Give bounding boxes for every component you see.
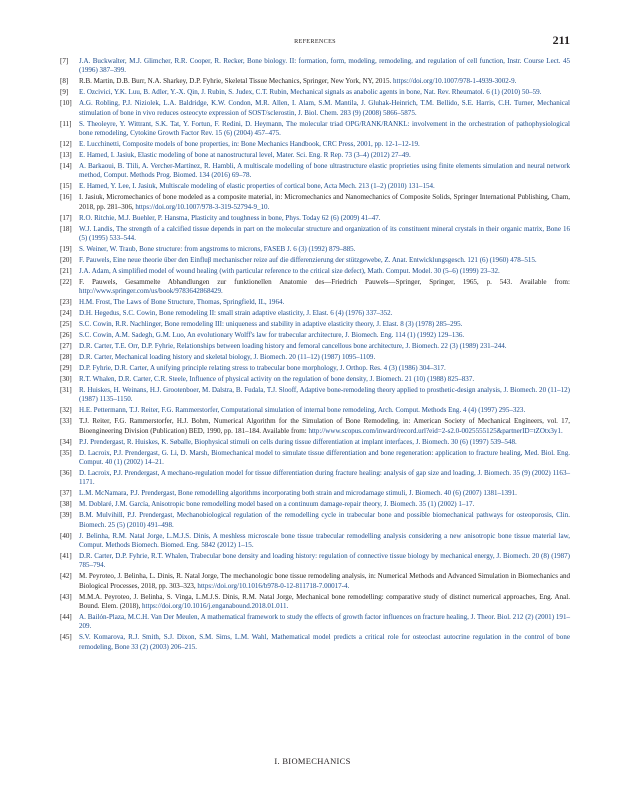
- reference-number: [26]: [60, 331, 72, 340]
- reference-text: A. Bailón-Plaza, M.C.H. Van Der Meulen, A mathematical framework to study the effects of growth factor influences on fracture healing, J. Theor. Biol. 212 (2) (2001) 191–209.: [79, 612, 570, 631]
- reference-item: [60, 162, 570, 181]
- reference-number: [16]: [60, 193, 72, 202]
- reference-text: P.J. Prendergast, R. Huiskes, K. Søballe, Biophysical stimuli on cells during tissue differentiation at implant interfaces, J. Biomech. 30 (6) (1997) 539–548.: [79, 437, 517, 446]
- reference-number: [28]: [60, 353, 72, 362]
- reference-number: [8]: [60, 77, 69, 86]
- reference-item: [60, 386, 570, 405]
- reference-number: [44]: [60, 612, 72, 621]
- reference-item: [60, 245, 570, 254]
- reference-number: [18]: [60, 224, 72, 233]
- reference-item: [60, 267, 570, 276]
- reference-item: [60, 364, 570, 373]
- reference-item: [60, 593, 570, 612]
- reference-item: [60, 99, 570, 118]
- reference-number: [7]: [60, 57, 69, 65]
- reference-text: M. Peyroteo, J. Belinha, L. Dinis, R. Natal Jorge, The mechanologic bone tissue remodeling analysis, in: Numerical Methods and Advanced Simulation in Biomechanics and Biological Processes, 2018, pp. 303–323,: [79, 572, 570, 590]
- reference-item: [60, 406, 570, 415]
- reference-text: E. Hamed, I. Jasiuk, Elastic modeling of bone at nanostructural level, Mater. Sci. Eng. R Rep. 73 (3–4) (2012) 27–49.: [79, 150, 411, 159]
- reference-item: [60, 278, 570, 297]
- reference-number: [19]: [60, 244, 72, 253]
- reference-number: [9]: [60, 88, 69, 97]
- reference-item: [60, 489, 570, 498]
- reference-link[interactable]: https://doi.org/10.1016/b978-0-12-811718-7.00017-4.: [197, 581, 350, 590]
- reference-text: D.R. Carter, Mechanical loading history and skeletal biology, J. Biomech. 20 (11–12) (1987) 1095–1109.: [79, 353, 376, 362]
- reference-item: [60, 375, 570, 384]
- reference-item: [60, 331, 570, 340]
- footer-part-title: I. BIOMECHANICS: [274, 756, 351, 766]
- reference-number: [13]: [60, 150, 72, 159]
- reference-text: D. Lacroix, P.J. Prendergast, G. Li, D. Marsh, Biomechanical model to simulate tissue differentiation and bone regeneration: application to fracture healing, Med. Biol. Eng. Comput. 40 (1) (2002) 14–21.: [79, 448, 570, 466]
- reference-number: [33]: [60, 417, 72, 426]
- reference-text: T.J. Reiter, F.G. Rammerstorfer, H.J. Bohm, Numerical Algorithm for the Simulation of Bone Remodeling, in: American Society of Mechanical Engineers, vol. 17, Bioengineering Division (Publication) BED, 1990, pp. 181–184. Available from:: [79, 417, 570, 435]
- reference-number: [15]: [60, 182, 72, 191]
- reference-text: S.V. Komarova, R.J. Smith, S.J. Dixon, S.M. Sims, L.M. Wahl, Mathematical model predicts a critical role for osteoclast autocrine regulation in the control of bone remodeling, Bone 33 (2) (2003) 206–215.: [79, 633, 570, 651]
- reference-text: J.A. Buckwalter, M.J. Glimcher, R.R. Cooper, R. Recker, Bone biology. II: formation, form, modeling, remodeling, and regulation of cell function, Instr. Course Lect. 45 (1996) 387–399.: [79, 57, 570, 75]
- reference-text: A.G. Robling, P.J. Niziolek, L.A. Baldridge, K.W. Condon, M.R. Allen, I. Alam, S.M. Mantila, J. Gluhak-Heinrich, T.M. Bellido, S.E. Harris, C.H. Turner, Mechanical stimulation of bone in vivo reduces osteocyte expression of SOST/sclerostin, J. Biol. Chem. 283 (9) (2008) 5866–5875.: [79, 99, 570, 117]
- reference-item: [60, 613, 570, 632]
- reference-text: M.M.A. Peyroteo, J. Belinha, S. Vinga, L.M.J.S. Dinis, R.M. Natal Jorge, Mechanical bone remodelling: comparative study of distinct numerical approaches, Eng. Anal. Bound. Elem. (2018),: [79, 592, 570, 610]
- reference-text: E. Lucchinetti, Composite models of bone properties, in: Bone Mechanics Handbook, CRC Press, 2001, pp. 12-1–12-19.: [79, 139, 420, 148]
- reference-number: [34]: [60, 437, 72, 446]
- reference-text: W.J. Landis, The strength of a calcified tissue depends in part on the molecular structure and organization of its constituent mineral crystals in their organic matrix, Bone 16 (5) (1995) 533–544.: [79, 224, 570, 242]
- reference-number: [14]: [60, 161, 72, 170]
- page-header: [60, 33, 570, 49]
- reference-item: [60, 353, 570, 362]
- reference-item: [60, 225, 570, 244]
- reference-text: M. Doblaré, J.M. García, Anisotropic bone remodelling model based on a continuum damage-repair theory, J. Biomech. 35 (1) (2002) 1–17.: [79, 500, 475, 509]
- reference-number: [45]: [60, 633, 72, 642]
- reference-number: [11]: [60, 119, 72, 128]
- page-number: 211: [552, 33, 570, 47]
- reference-text: R.B. Martin, D.B. Burr, N.A. Sharkey, D.P. Fyhrie, Skeletal Tissue Mechanics, Springer, New York, NY, 2015.: [79, 77, 393, 86]
- reference-item: [60, 320, 570, 329]
- reference-link[interactable]: https://doi.org/10.1007/978-1-4939-3002-9.: [393, 77, 517, 86]
- reference-item: [60, 77, 570, 86]
- reference-text: D.H. Hegedus, S.C. Cowin, Bone remodeling II: small strain adaptive elasticity, J. Elast. 6 (4) (1976) 337–352.: [79, 309, 393, 318]
- reference-link[interactable]: https://doi.org/10.1016/j.enganabound.2018.01.011.: [142, 601, 289, 610]
- reference-text: H.M. Frost, The Laws of Bone Structure, Thomas, Springfield, IL, 1964.: [79, 298, 285, 307]
- reference-number: [38]: [60, 500, 72, 509]
- reference-text: L.M. McNamara, P.J. Prendergast, Bone remodelling algorithms incorporating both strain and microdamage stimuli, J. Biomech. 40 (6) (2007) 1381–1391.: [79, 489, 517, 498]
- reference-number: [30]: [60, 375, 72, 384]
- reference-item: [60, 532, 570, 551]
- reference-number: [24]: [60, 309, 72, 318]
- reference-number: [20]: [60, 255, 72, 264]
- reference-item: [60, 449, 570, 468]
- reference-number: [40]: [60, 531, 72, 540]
- reference-text: R.O. Ritchie, M.J. Buehler, P. Hansma, Plasticity and toughness in bone, Phys. Today 62 (6) (2009) 41–47.: [79, 213, 381, 222]
- reference-item: [60, 120, 570, 139]
- reference-item: [60, 633, 570, 652]
- reference-text: B.M. Mulvihill, P.J. Prendergast, Mechanobiological regulation of the remodelling cycle in trabecular bone and possible biomechanical pathways for osteoporosis, Clin. Biomech. 25 (5) (2010) 491–498.: [79, 511, 570, 529]
- reference-item: [60, 256, 570, 265]
- reference-item: [60, 151, 570, 160]
- reference-item: [60, 511, 570, 530]
- reference-number: [37]: [60, 489, 72, 498]
- reference-text: I. Jasiuk, Micromechanics of bone modeled as a composite material, in: Micromechanics and Nanomechanics of Composite Solids, Springer International Publishing, Cham, 2018, pp. 281–306,: [79, 193, 570, 211]
- reference-item: [60, 309, 570, 318]
- reference-item: [60, 88, 570, 97]
- reference-text: D.R. Carter, T.E. Orr, D.P. Fyhrie, Relationships between loading history and femoral cancellous bone architecture, J. Biomech. 22 (3) (1989) 231–244.: [79, 342, 507, 351]
- reference-text: D.P. Fyhrie, D.R. Carter, A unifying principle relating stress to trabecular bone morphology, J. Orthop. Res. 4 (3) (1986) 304–317.: [79, 364, 446, 373]
- reference-text: A. Barkaoui, B. Tlili, A. Vercher-Martínez, R. Hambli, A multiscale modelling of bone ultrastructure elastic proprieties using finite elements simulation and neural network method, Comput. Methods Prog. Biomed. 134 (2016) 69–78.: [79, 161, 570, 180]
- section-title: REFERENCES: [294, 38, 336, 45]
- reference-item: [60, 140, 570, 149]
- reference-text: S.C. Cowin, A.M. Sadegh, G.M. Luo, An evolutionary Wolff's law for trabecular architecture, J. Biomech. Eng. 114 (1) (1992) 129–136.: [79, 331, 465, 340]
- reference-number: [32]: [60, 406, 72, 415]
- reference-text: J.A. Adam, A simplified model of wound healing (with particular reference to the critical size defect), Math. Comput. Model. 30 (5–6) (1999) 23–32.: [79, 266, 500, 275]
- reference-text: E. Hamed, Y. Lee, I. Jasiuk, Multiscale modeling of elastic properties of cortical bone, Acta Mech. 213 (1–2) (2010) 131–154.: [79, 182, 435, 191]
- reference-text: S.C. Cowin, R.R. Nachlinger, Bone remodeling III: uniqueness and stability in adaptive elasticity theory, J. Elast. 8 (3) (1978) 285–295.: [79, 320, 463, 329]
- reference-item: [60, 193, 570, 212]
- reference-item: [60, 214, 570, 223]
- reference-number: [12]: [60, 139, 72, 148]
- reference-number: [10]: [60, 99, 72, 108]
- reference-item: [60, 342, 570, 351]
- reference-number: [22]: [60, 277, 72, 286]
- reference-text: D. Lacroix, P.J. Prendergast, A mechano-regulation model for tissue differentiation during fracture healing: analysis of gap size and loading, J. Biomech. 35 (9) (2002) 1163–1171.: [79, 468, 570, 487]
- reference-number: [35]: [60, 448, 72, 457]
- reference-text: H.E. Pettermann, T.J. Reiter, F.G. Rammerstorfer, Computational simulation of internal bone remodeling, Arch. Comput. Methods Eng. 4 (4) (1997) 295–323.: [79, 406, 526, 415]
- reference-item: [60, 438, 570, 447]
- reference-number: [27]: [60, 342, 72, 351]
- reference-item: [60, 552, 570, 571]
- reference-text: D.R. Carter, D.P. Fyhrie, R.T. Whalen, Trabecular bone density and loading history: regulation of connective tissue biology by mechanical energy, J. Biomech. 20 (8) (1987) 785–794.: [79, 551, 570, 570]
- reference-number: [29]: [60, 364, 72, 373]
- reference-item: [60, 572, 570, 591]
- reference-number: [25]: [60, 320, 72, 329]
- reference-link[interactable]: https://doi.org/10.1007/978-3-319-52794-9_10.: [135, 202, 270, 211]
- reference-item: [60, 298, 570, 307]
- reference-text: E. Ozcivici, Y.K. Luu, B. Adler, Y.-X. Qin, J. Rubin, S. Judex, C.T. Rubin, Mechanical signals as anabolic agents in bone, Nat. Rev. Rheumatol. 6 (1) (2010) 50–59.: [79, 88, 542, 97]
- reference-text: J. Belinha, R.M. Natal Jorge, L.M.J.S. Dinis, A meshless microscale bone tissue trabecular remodelling analysis considering a new anisotropic bone tissue material law, Comput. Methods Biomech. Biomed. Eng. 5842 (2012) 1–15.: [79, 531, 570, 549]
- reference-number: [43]: [60, 592, 72, 601]
- reference-number: [39]: [60, 511, 72, 520]
- reference-number: [36]: [60, 468, 72, 477]
- reference-text: S. Weiner, W. Traub, Bone structure: from angstroms to microns, FASEB J. 6 (3) (1992) 879–885.: [79, 244, 356, 253]
- reference-text: R. Huiskes, H. Weinans, H.J. Grootenboer, M. Dalstra, B. Fudala, T.J. Slooff, Adaptive bone-remodeling theory applied to prosthetic-design analysis, J. Biomech. 20 (11–12) (1987) 1135–1150.: [79, 386, 570, 404]
- reference-item: [60, 417, 570, 436]
- reference-list: [60, 57, 570, 654]
- reference-item: [60, 469, 570, 488]
- reference-item: [60, 500, 570, 509]
- reference-number: [21]: [60, 266, 72, 275]
- reference-number: [17]: [60, 213, 72, 222]
- reference-link[interactable]: http://www.springer.com/us/book/9783642868429.: [79, 287, 223, 296]
- reference-text: F. Pauwels, Gesammelte Abhandlungen zur funktionellen Anatomie des—Friedrich Pauwels—Springer, Springer, 1965, p. 543. Available from:: [79, 277, 570, 286]
- reference-text: S. Theoleyre, Y. Wittrant, S.K. Tat, Y. Fortun, F. Redini, D. Heymann, The molecular triad OPG/RANK/RANKL: involvement in the orchestration of pathophysiological bone remodeling, Cytokine Growth Factor Rev. 15 (6) (2004) 457–475.: [79, 119, 570, 137]
- reference-number: [31]: [60, 386, 72, 395]
- reference-number: [41]: [60, 551, 72, 560]
- reference-item: [60, 182, 570, 191]
- reference-number: [42]: [60, 572, 72, 581]
- reference-number: [23]: [60, 298, 72, 307]
- reference-link[interactable]: http://www.scopus.com/inward/record.url?eid=2-s2.0-0025555125&partnerID=tZOtx3y1.: [308, 426, 563, 435]
- reference-item: [60, 57, 570, 76]
- reference-text: F. Pauwels, Eine neue theorie über den Einfluβ mechanischer reize auf die differenzierung der stützgewebe, Z. Anat. Entwicklungsgesch. 121 (6) (1960) 478–515.: [79, 255, 537, 264]
- reference-text: R.T. Whalen, D.R. Carter, C.R. Steele, Influence of physical activity on the regulation of bone density, J. Biomech. 21 (10) (1988) 825–837.: [79, 375, 475, 384]
